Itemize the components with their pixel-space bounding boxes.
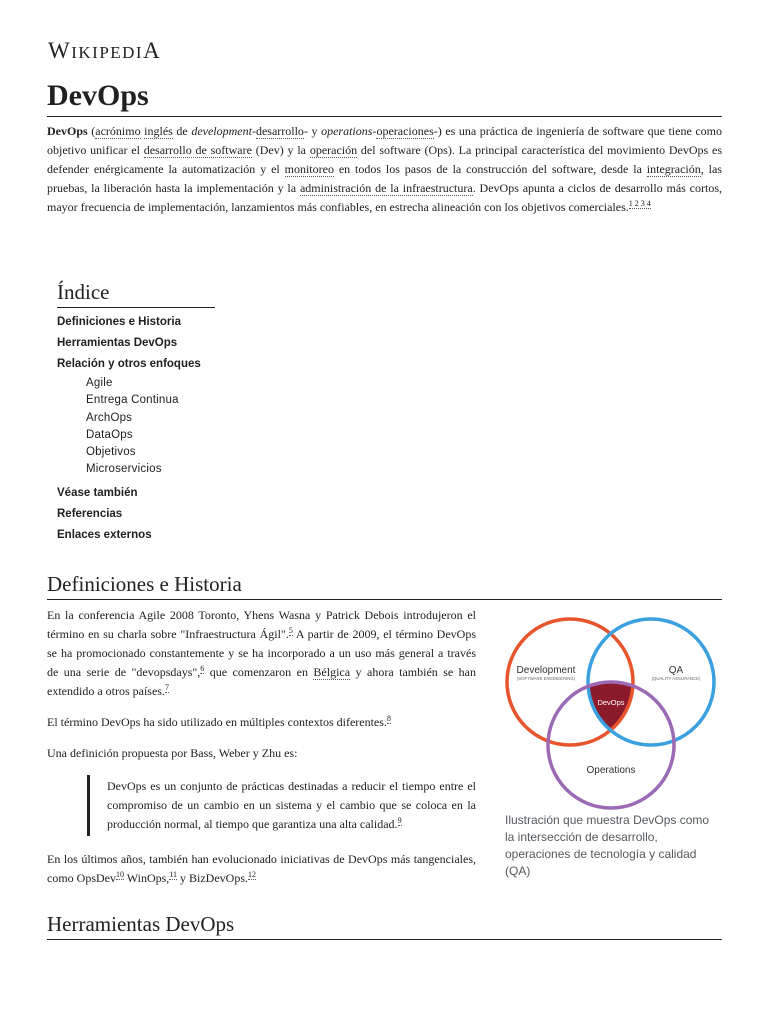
paragraph xyxy=(47,713,476,732)
lead-italic-development: development xyxy=(191,124,252,138)
paragraph-text: Una definición propuesta por Bass, Weber y Zhu es: xyxy=(47,746,298,760)
figure-caption: Ilustración que muestra DevOps como la intersección de desarrollo, operaciones de tecnología y calidad (QA) xyxy=(505,813,710,878)
reference-link[interactable]: 11 xyxy=(169,870,178,879)
toc-item[interactable]: Relación y otros enfoques xyxy=(57,358,201,370)
reference-link[interactable]: 8 xyxy=(386,714,391,723)
link-monitoreo[interactable]: monitoreo xyxy=(284,162,334,176)
toc-subitem[interactable]: Objetivos xyxy=(86,446,136,459)
lead-text: del software (Ops). La principal característica del movimiento DevOps es defender enérgicamente la automatización y el xyxy=(47,143,723,176)
link-ingles[interactable]: inglés xyxy=(144,124,173,138)
paragraph-text: y ahora también se han extendido a otros países. xyxy=(47,665,477,698)
reference-link[interactable]: 5 xyxy=(288,626,293,635)
qa-label: QA xyxy=(668,665,684,676)
reference-link[interactable]: 12 xyxy=(248,870,257,879)
toc-item[interactable]: Referencias xyxy=(57,507,123,520)
logo-letter-first: W xyxy=(48,38,72,63)
paragraph-text: En los últimos años, también han evolucionado iniciativas de DevOps más tangenciales, como OpsDev xyxy=(47,852,476,885)
devops-center-label: DevOps xyxy=(597,698,625,707)
lead-paragraph xyxy=(47,122,722,217)
link-operacion[interactable]: operación xyxy=(309,143,358,157)
lead-text: en todos los pasos de la construcción del software, desde la xyxy=(333,162,647,176)
toc-subitem[interactable]: DataOps xyxy=(86,428,133,441)
toc-subitem[interactable]: Microservicios xyxy=(86,463,162,476)
paragraph-text: A partir de 2009, el término DevOps se ha promocionado constantemente y se ha incorporado a un uso más general a través de una serie de "devopsdays", xyxy=(47,627,477,679)
reference-link[interactable]: 7 xyxy=(164,683,169,692)
lead-text: ( xyxy=(87,124,96,138)
wikipedia-logo[interactable] xyxy=(48,38,161,64)
link-acronimo[interactable]: acrónimo xyxy=(95,124,141,138)
reference-links[interactable]: 1 2 3 4 xyxy=(628,199,651,208)
reference-link[interactable]: 10 xyxy=(116,870,124,879)
lead-text: - xyxy=(251,124,256,138)
toc-item[interactable]: Herramientas DevOps xyxy=(57,337,178,349)
table-of-contents xyxy=(57,278,215,546)
paragraph-text: En la conferencia Agile 2008 Toronto, Yhens Wasna y Patrick Debois introdujeron el término en su charla sobre "Infraestructura Ágil". xyxy=(47,608,476,641)
section-heading-herramientas: Herramientas DevOps xyxy=(47,910,722,940)
lead-term: DevOps xyxy=(47,124,88,138)
toc-item[interactable]: Véase también xyxy=(57,486,138,499)
toc-item[interactable]: Definiciones e Historia xyxy=(57,316,181,328)
operations-label: Operations xyxy=(586,765,636,776)
paragraph-text: El término DevOps ha sido utilizado en múltiples contextos diferentes. xyxy=(47,715,387,729)
logo-letter-last: A xyxy=(143,38,162,63)
toc-subitem[interactable]: ArchOps xyxy=(86,411,133,424)
quote-text: DevOps es un conjunto de prácticas destinadas a reducir el tiempo entre el compromiso de un cambio en un sistema y el cambio que se coloca en la producción normal, al tiempo que garantiza una alta calidad. xyxy=(107,779,476,831)
link-belgica[interactable]: Bélgica xyxy=(313,665,351,679)
lead-text: - xyxy=(372,124,377,138)
devops-figure xyxy=(505,612,721,880)
lead-text: -) es una práctica de ingeniería de software que tiene como objetivo unificar el xyxy=(47,124,723,157)
logo-letters-middle: IKIPEDI xyxy=(71,43,144,62)
section-heading-definiciones: Definiciones e Historia xyxy=(47,570,722,600)
toc-item[interactable]: Enlaces externos xyxy=(57,528,152,541)
development-label: Development xyxy=(516,665,576,676)
lead-text: . DevOps apunta a ciclos de desarrollo más cortos, mayor frecuencia de implementación, lanzamientos más confiables, en estrecha alineación con los objetivos comerciales. xyxy=(47,181,722,214)
reference-link[interactable]: 9 xyxy=(397,816,402,825)
link-desarrollo-de-software[interactable]: desarrollo de software xyxy=(143,143,252,157)
toc-heading: Índice xyxy=(57,278,215,308)
paragraph-text: WinOps, xyxy=(124,871,170,885)
paragraph xyxy=(47,606,476,701)
link-integracion[interactable]: integración xyxy=(646,162,701,176)
paragraph-text: que comenzaron en xyxy=(204,665,314,679)
lead-text: , las pruebas, la liberación hasta la implementación y la xyxy=(47,162,722,195)
lead-text: de xyxy=(172,124,192,138)
toc-subitem[interactable]: Entrega Continua xyxy=(86,394,179,407)
link-operaciones[interactable]: operaciones xyxy=(376,124,434,138)
page-title: DevOps xyxy=(47,77,722,117)
lead-italic-operations: operations xyxy=(321,124,373,138)
paragraph xyxy=(47,744,476,763)
toc-subitem[interactable]: Agile xyxy=(86,377,113,389)
reference-link[interactable]: 6 xyxy=(200,664,205,673)
link-desarrollo[interactable]: desarrollo xyxy=(255,124,304,138)
development-sublabel: (SOFTWARE ENGINEERING) xyxy=(516,676,576,681)
paragraph xyxy=(47,850,476,888)
blockquote xyxy=(87,775,476,836)
devops-venn-diagram[interactable] xyxy=(505,612,721,812)
lead-text: - y xyxy=(303,124,322,138)
paragraph-text: y BizDevOps. xyxy=(177,871,249,885)
qa-sublabel: (QUALITY ASSURANCE) xyxy=(651,676,701,681)
link-administracion-infraestructura[interactable]: administración de la infraestructura xyxy=(299,181,473,195)
lead-text: (Dev) y la xyxy=(251,143,310,157)
section-body-definiciones xyxy=(47,606,476,900)
